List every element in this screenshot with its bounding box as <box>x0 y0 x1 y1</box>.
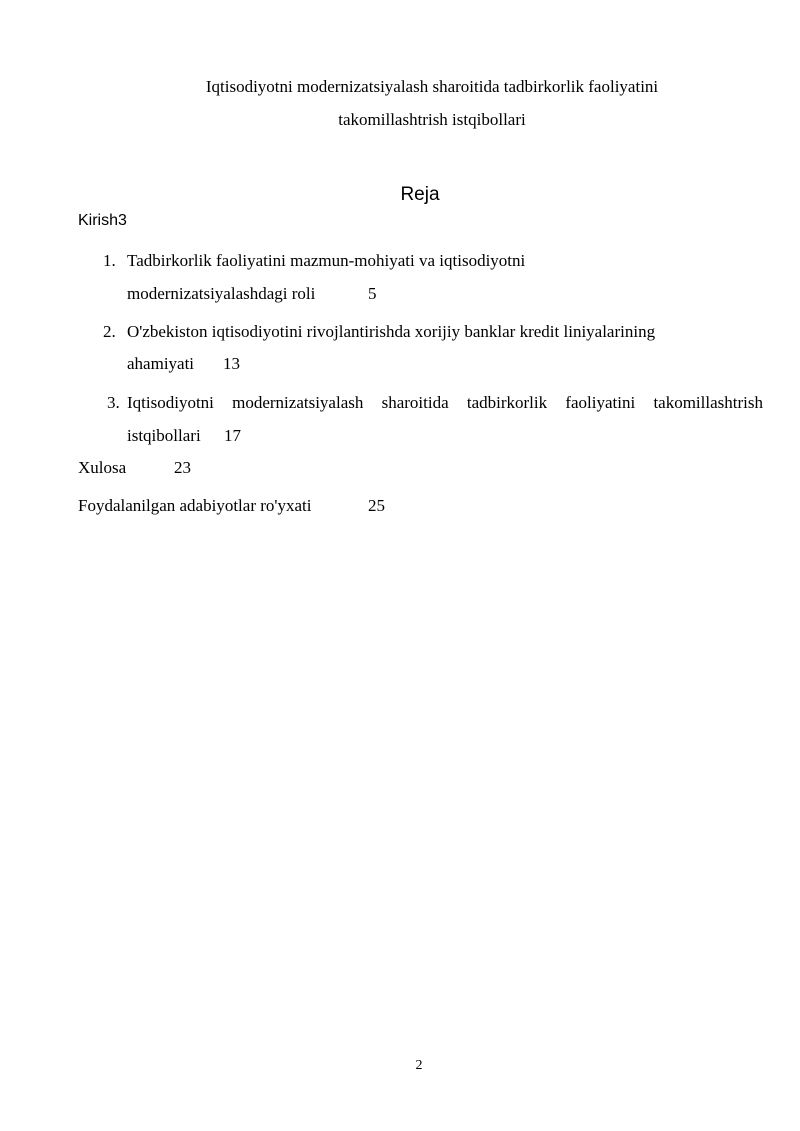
toc-intro-label: Kirish <box>78 212 119 229</box>
toc-item-3-word: Iqtisodiyotni <box>127 393 214 412</box>
toc-item-1-title-continued: modernizatsiyalashdagi roli <box>127 284 316 303</box>
page-number: 2 <box>415 1058 423 1073</box>
toc-item-3-word: tadbirkorlik <box>466 393 548 412</box>
toc-item-3-word: sharoitida <box>381 393 449 412</box>
toc-conclusion-page: 23 <box>174 458 191 477</box>
document-title-line-1: Iqtisodiyotni modernizatsiyalash sharoitida tadbirkorlik faoliyatini <box>205 77 659 96</box>
toc-intro-page: 3 <box>118 212 127 229</box>
toc-item-1-number: 1. <box>103 251 116 270</box>
toc-item-3-number: 3. <box>107 393 120 412</box>
toc-item-1-page: 5 <box>368 284 377 303</box>
document-title-line-2: takomillashtrish istqibollari <box>338 110 526 129</box>
plan-heading: Reja <box>400 184 440 205</box>
toc-references-label: Foydalanilgan adabiyotlar ro'yxati <box>78 496 312 515</box>
toc-item-2-title: O'zbekiston iqtisodiyotini rivojlantirishda xorijiy banklar kredit liniyalarining <box>127 322 656 341</box>
toc-item-2-title-continued: ahamiyati <box>127 354 195 373</box>
toc-item-2-number: 2. <box>103 322 116 341</box>
toc-item-3-page: 17 <box>224 426 241 445</box>
toc-item-3-word: faoliyatini <box>565 393 636 412</box>
toc-references-page: 25 <box>368 496 385 515</box>
toc-item-2-page: 13 <box>223 354 240 373</box>
toc-item-3-title <box>127 393 763 413</box>
toc-item-3-word: modernizatsiyalash <box>232 393 364 412</box>
toc-item-3-word: takomillashtrish <box>653 393 763 412</box>
toc-item-3-title-continued: istqibollari <box>127 426 201 445</box>
toc-item-1-title: Tadbirkorlik faoliyatini mazmun-mohiyati va iqtisodiyotni <box>127 251 526 270</box>
toc-intro <box>78 211 127 231</box>
toc-conclusion-label: Xulosa <box>78 458 127 477</box>
